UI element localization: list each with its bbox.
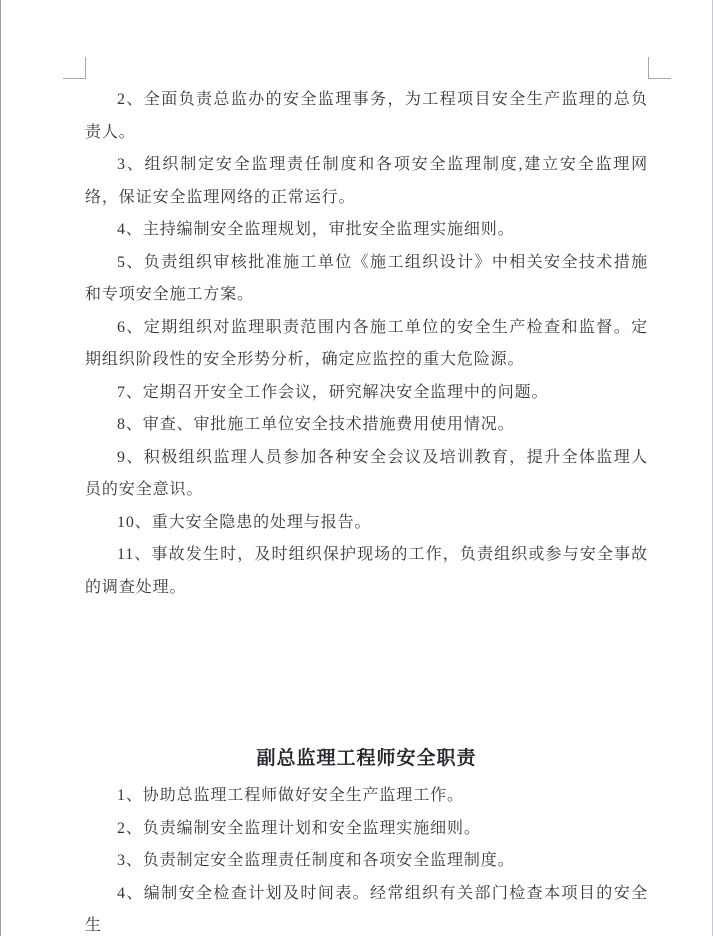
paragraph-item-6: 6、定期组织对监理职责范围内各施工单位的安全生产检查和监督。定期组织阶段性的安全形势分析，确定应监控的重大危险源。	[85, 318, 648, 368]
paragraph-item-2: 2、全面负责总监办的安全监理事务，为工程项目安全生产监理的总负责人。	[85, 91, 648, 141]
paragraph-item-7: 7、定期召开安全工作会议，研究解决安全监理中的问题。	[117, 383, 549, 401]
margin-corner-mark-top-right	[648, 57, 671, 79]
paragraph-item-8: 8、审查、审批施工单位安全技术措施费用使用情况。	[117, 416, 515, 433]
paragraph-item-5: 5、负责组织审核批准施工单位《施工组织设计》中相关安全技术措施和专项安全施工方案。	[85, 253, 648, 303]
paragraph-item-3: 3、组织制定安全监理责任制度和各项安全监理制度,建立安全监理网络，保证安全监理网络的正常运行。	[85, 156, 648, 206]
margin-corner-mark-top-left	[63, 57, 86, 79]
paragraph-item-11: 11、事故发生时，及时组织保护现场的工作，负责组织或参与安全事故的调查处理。	[85, 546, 648, 596]
page-edge-line-left	[0, 0, 1, 936]
paragraph-item-4: 4、主持编制安全监理规划，审批安全监理实施细则。	[117, 221, 515, 238]
chief-supervisor-duties-section	[85, 84, 648, 604]
paragraph-item-2: 2、负责编制安全监理计划和安全监理实施细则。	[117, 819, 481, 837]
paragraph-item-1: 1、协助总监理工程师做好安全生产监理工作。	[117, 787, 464, 804]
paragraph-item-4: 4、编制安全检查计划及时间表。经常组织有关部门检查本项目的安全生	[85, 884, 648, 934]
section-heading: 副总监理工程师安全职责	[256, 748, 477, 769]
deputy-supervisor-duties-section	[85, 744, 648, 936]
paragraph-item-10: 10、重大安全隐患的处理与报告。	[117, 513, 372, 531]
paragraph-item-3: 3、负责制定安全监理责任制度和各项安全监理制度。	[117, 852, 515, 869]
paragraph-item-9: 9、积极组织监理人员参加各种安全会议及培训教育，提升全体监理人员的安全意识。	[85, 448, 648, 498]
